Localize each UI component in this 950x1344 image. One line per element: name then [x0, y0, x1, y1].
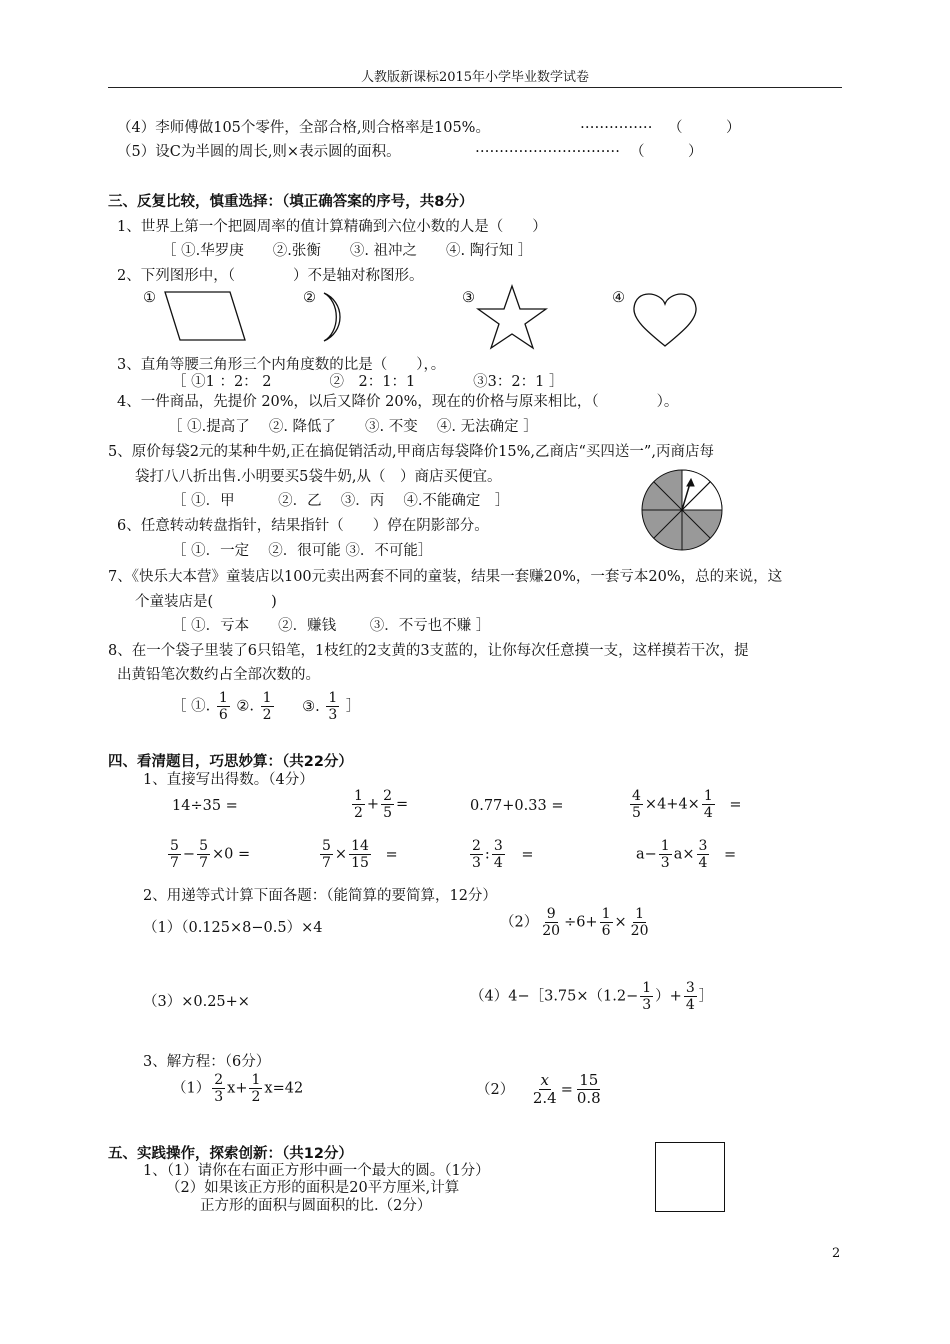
- page-number: 2: [832, 1246, 841, 1261]
- judge-q4-dots: ……………: [580, 116, 653, 132]
- calc-s1-title: 1、直接写出得数。（4分）: [143, 772, 314, 788]
- judge-q5-blank[interactable]: （ ）: [630, 144, 703, 160]
- calc-e6: $\frac{5}{7}$ × $\frac{14}{15}$ =: [322, 838, 398, 872]
- judge-q5: （5）设C为半圆的周长,则×表示圆的面积。: [117, 144, 401, 160]
- spinner-wheel: [640, 468, 724, 552]
- drawing-square[interactable]: [655, 1142, 725, 1212]
- choice-q8-line2: 出黄铅笔次数约占全部次数的。: [117, 667, 320, 683]
- calc-e8: a− $\frac{1}{3}$ a× $\frac{3}{4}$ =: [636, 838, 737, 872]
- calc-e5: $\frac{5}{7}$ − $\frac{5}{7}$ ×0 =: [170, 838, 251, 872]
- choice-q8-options: ［ ①. $\frac{1}{6}$ ②. $\frac{1}{2}$ ③. $\frac{1}{3}$ ］: [172, 690, 361, 724]
- choice-q7-options: ［ ①．亏本 ②．赚钱 ③．不亏也不赚 ］: [172, 618, 491, 634]
- practice-line3: 正方形的面积与圆面积的比.（2分）: [200, 1198, 432, 1214]
- practice-line1: 1、（1）请你在右面正方形中画一个最大的圆。（1分）: [143, 1163, 490, 1179]
- calc-e3: 0.77+0.33 =: [470, 798, 564, 814]
- fraction: $\frac{1}{3}$: [328, 690, 338, 724]
- parallelogram-shape: [160, 288, 250, 344]
- heart-shape: [630, 290, 700, 348]
- star-shape: [476, 284, 548, 352]
- page-header: 人教版新课标2015年小学毕业数学试卷: [360, 70, 590, 85]
- calc-p2: （2） $\frac{9}{20}$ ÷6+ $\frac{1}{6}$ × $\frac{1}{20}$: [500, 906, 649, 940]
- section-4-title: 四、看清题目，巧思妙算：（共22分）: [108, 754, 353, 770]
- judge-q4-blank[interactable]: （ ）: [668, 120, 741, 136]
- choice-q7-line1: 7、《快乐大本营》童装店以100元卖出两套不同的童装，结果一套赚20%，一套亏本20%，总的来说，这: [108, 569, 783, 585]
- calc-s2-title: 2、用递等式计算下面各题：（能简算的要简算，12分）: [143, 888, 497, 904]
- shape-4-label: ④: [612, 290, 625, 306]
- choice-q6-options: ［ ①．一定 ②．很可能 ③．不可能］: [172, 543, 433, 559]
- equation-2: （2） $\frac{x}{2.4}$ = $\frac{15}{0.8}$: [476, 1071, 601, 1108]
- shape-2-label: ②: [303, 290, 316, 306]
- choice-q5-line2: 袋打八八折出售.小明要买5袋牛奶,从（ ）商店买便宜。: [135, 469, 502, 485]
- fraction: $\frac{1}{2}$: [262, 690, 272, 724]
- calc-e2: $\frac{1}{2}$ + $\frac{2}{5}$ =: [354, 788, 409, 822]
- calc-e4: $\frac{4}{5}$ ×4+4× $\frac{1}{4}$ =: [632, 788, 742, 822]
- crescent-shape: [318, 290, 378, 346]
- calc-p3: （3）×0.25+×: [143, 994, 250, 1010]
- fraction: $\frac{1}{6}$: [218, 690, 228, 724]
- choice-q5-options: ［ ①．甲 ②．乙 ③．丙 ④.不能确定 ］: [172, 493, 510, 509]
- calc-e1: 14÷35 =: [172, 798, 238, 814]
- choice-q4-options: ［ ①.提高了 ②. 降低了 ③. 不变 ④. 无法确定 ］: [168, 419, 538, 435]
- choice-q2: 2、下列图形中，（ ）不是轴对称图形。: [117, 268, 424, 284]
- section-3-title: 三、反复比较，慎重选择：（填正确答案的序号，共8分）: [108, 194, 474, 210]
- choice-q4: 4、一件商品，先提价 20%，以后又降价 20%，现在的价格与原来相比，（ ）。: [117, 394, 679, 410]
- choice-q1-options: ［ ①.华罗庚 ②.张衡 ③. 祖冲之 ④. 陶行知 ］: [162, 243, 533, 259]
- calc-p4: （4）4−［3.75×（1.2− $\frac{1}{3}$ ）+ $\frac{3}{4}$ ］: [470, 980, 714, 1014]
- choice-q3-options: ［ ①1 ：2： 2 ② 2：1：1 ③3：2：1 ］: [172, 374, 564, 390]
- choice-q6: 6、任意转动转盘指针，结果指针（ ）停在阴影部分。: [117, 518, 489, 534]
- calc-e7: $\frac{2}{3}$ : $\frac{3}{4}$ =: [472, 838, 534, 872]
- header-rule: [108, 87, 842, 88]
- shape-3-label: ③: [462, 290, 475, 306]
- choice-q3: 3、直角等腰三角形三个内角度数的比是（ ），。: [117, 357, 446, 373]
- judge-q4: （4）李师傅做105个零件，全部合格,则合格率是105%。: [117, 120, 490, 136]
- shape-1-label: ①: [143, 290, 156, 306]
- practice-line2: （2）如果该正方形的面积是20平方厘米,计算: [166, 1180, 460, 1196]
- judge-q5-dots: …………………………: [475, 140, 620, 156]
- calc-s3-title: 3、解方程：（6分）: [143, 1054, 271, 1070]
- choice-q5-line1: 5、原价每袋2元的某种牛奶,正在搞促销活动,甲商店每袋降价15%,乙商店“买四送一”,丙商店每: [108, 444, 714, 460]
- choice-q1: 1、世界上第一个把圆周率的值计算精确到六位小数的人是（ ）: [117, 219, 547, 235]
- equation-1: （1） $\frac{2}{3}$ x+ $\frac{1}{2}$ x=42: [172, 1072, 304, 1106]
- calc-p1: （1）（0.125×8−0.5）×4: [143, 920, 323, 936]
- choice-q8-line1: 8、在一个袋子里装了6只铅笔，1枝红的2支黄的3支蓝的，让你每次任意摸一支，这样摸若干次，提: [108, 643, 749, 659]
- section-5-title: 五、实践操作，探索创新：（共12分）: [108, 1146, 353, 1162]
- choice-q7-line2: 个童装店是( ): [135, 594, 277, 610]
